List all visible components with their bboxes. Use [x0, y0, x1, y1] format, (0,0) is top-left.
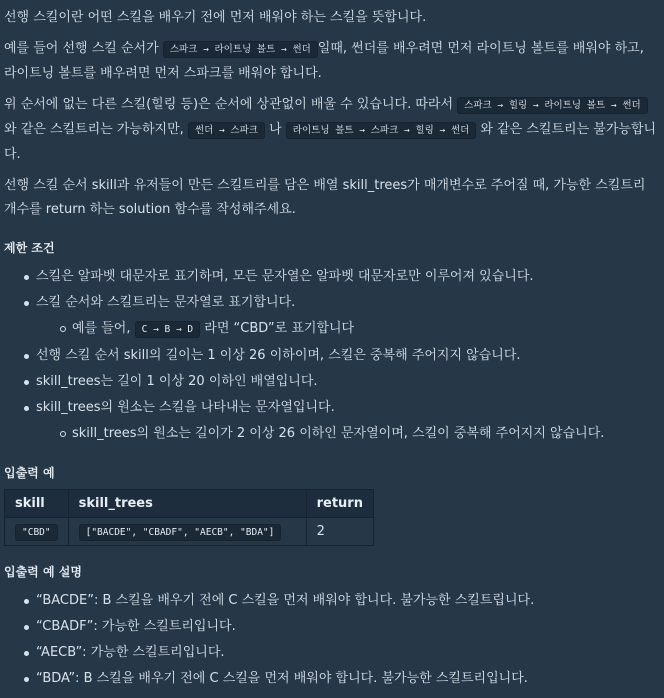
list-item: skill_trees의 원소는 길이가 2 이상 26 이하인 문자열이며, 스킬이 중복해 주어지지 않습니다.	[60, 421, 660, 447]
constraints-heading: 제한 조건	[4, 241, 55, 255]
list-item: “CBADF”: 가능한 스킬트리입니다.	[24, 614, 660, 640]
table-row	[5, 518, 374, 546]
header-skill: skill	[5, 490, 69, 518]
example-table	[4, 489, 374, 546]
invalid-tree-code-2: 라이트닝 볼트 → 스파크 → 힐링 → 썬더	[286, 122, 477, 139]
cell-skill-trees: ["BACDE", "CBADF", "AECB", "BDA"]	[79, 524, 282, 541]
cell-skill: "CBD"	[15, 524, 58, 541]
list-item: skill_trees의 원소는 스킬을 나타내는 문자열입니다. skill_trees의 원소는 길이가 2 이상 26 이하인 문자열이며, 스킬이 중복해 주어지지 않습니다.	[24, 395, 660, 447]
sub-list	[36, 316, 660, 343]
sub-list	[36, 421, 660, 447]
list-item: 예를 들어, C → B → D 라면 “CBD”로 표기합니다	[60, 316, 660, 343]
explanation-heading: 입출력 예 설명	[4, 565, 82, 579]
explanation-list	[4, 588, 660, 692]
invalid-tree-code-1: 썬더 → 스파크	[188, 122, 265, 139]
list-item: 스킬 순서와 스킬트리는 문자열로 표기합니다. 예를 들어, C → B → D 라면 “CBD”로 표기합니다	[24, 290, 660, 343]
table-header-row	[5, 490, 374, 518]
intro-paragraph-2: 예를 들어 선행 스킬 순서가 스파크 → 라이트닝 볼트 → 썬더 일때, 썬더를 배우려면 먼저 라이트닝 볼트를 배워야 하고, 라이트닝 볼트를 배우려면 먼저 스파크를 배워야 합니다.	[4, 41, 644, 81]
example-heading: 입출력 예	[4, 466, 55, 480]
intro-paragraph-1: 선행 스킬이란 어떤 스킬을 배우기 전에 먼저 배워야 하는 스킬을 뜻합니다.	[4, 10, 427, 25]
list-item: 선행 스킬 순서 skill의 길이는 1 이상 26 이하이며, 스킬은 중복해 주어지지 않습니다.	[24, 343, 660, 369]
valid-tree-code: 스파크 → 힐링 → 라이트닝 볼트 → 썬더	[457, 97, 648, 114]
list-item: “BACDE”: B 스킬을 배우기 전에 C 스킬을 먼저 배워야 합니다. 불가능한 스킬트립니다.	[24, 588, 660, 614]
constraints-list	[4, 264, 660, 447]
skill-order-code: 스파크 → 라이트닝 볼트 → 썬더	[163, 41, 318, 58]
list-item: skill_trees는 길이 1 이상 20 이하인 배열입니다.	[24, 369, 660, 395]
header-skill-trees: skill_trees	[68, 490, 306, 518]
intro-paragraph-3: 위 순서에 없는 다른 스킬(힐링 등)은 순서에 상관없이 배울 수 있습니다. 따라서 스파크 → 힐링 → 라이트닝 볼트 → 썬더 와 같은 스킬트리는 가능하지만, 썬더 → 스파크 나 라이트닝 볼트 → 스파크 → 힐링 → 썬더 와 같은 스킬트리는 불가능합니다.	[4, 97, 657, 162]
example-order-code: C → B → D	[135, 321, 200, 338]
intro-paragraph-4: 선행 스킬 순서 skill과 유저들이 만든 스킬트리를 담은 배열 skill_trees가 매개변수로 주어질 때, 가능한 스킬트리 개수를 return 하는 solution 함수를 작성해주세요.	[4, 178, 646, 217]
list-item: “BDA”: B 스킬을 배우기 전에 C 스킬을 먼저 배워야 합니다. 불가능한 스킬트리입니다.	[24, 666, 660, 692]
list-item: “AECB”: 가능한 스킬트리입니다.	[24, 640, 660, 666]
header-return: return	[306, 490, 373, 518]
list-item: 스킬은 알파벳 대문자로 표기하며, 모든 문자열은 알파벳 대문자로만 이루어져 있습니다.	[24, 264, 660, 290]
cell-return: 2	[306, 518, 373, 546]
